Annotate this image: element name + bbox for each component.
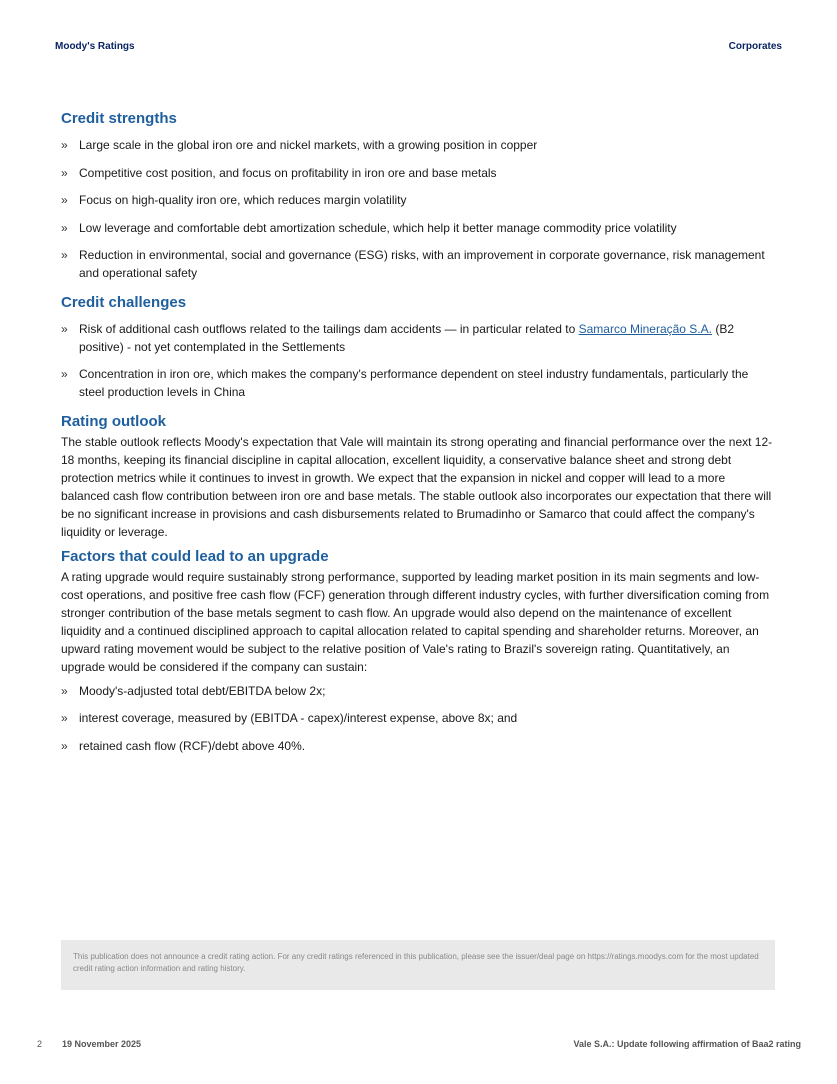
list-item-text: interest coverage, measured by (EBITDA - capex)/interest expense, above 8x; and [79, 711, 518, 725]
rating-outlook-section [61, 411, 773, 541]
disclaimer-box: This publication does not announce a credit rating action. For any credit ratings referenced in this publication, please see the issuer/deal page on https://ratings.moodys.com for the most updated credit rating action information and rating history. [61, 940, 775, 990]
list-item-text: retained cash flow (RCF)/debt above 40%. [79, 738, 306, 753]
list-item [61, 219, 773, 237]
list-item [61, 709, 773, 727]
list-item-text: Reduction in environmental, social and governance (ESG) risks, with an improvement in corporate governance, risk management and operational safety [79, 248, 765, 280]
list-item [61, 737, 773, 755]
list-item-text: Large scale in the global iron ore and nickel markets, with a growing position in copper [79, 138, 538, 152]
bullet-icon: » [61, 138, 68, 152]
rating-outlook-heading: Rating outlook [61, 412, 166, 430]
bullet-icon: » [61, 220, 68, 235]
upgrade-factors-section [61, 546, 773, 755]
rating-outlook-text: The stable outlook reflects Moody's expectation that Vale will maintain its strong operating and financial performance over the next 12-18 months, keeping its financial discipline in capital allocation, excellent liquidity, a conservative balance sheet and strong debt protection metrics while it continues to invest in growth. We expect that the expansion in nickel and copper will lead to a more balanced cash flow contribution between iron ore and base metals. The stable outlook also incorporates our expectation that there will be no significant increase in provisions and cash disbursements related to Brumadinho or Samarco that could affect the company's liquidity or leverage. [61, 434, 773, 539]
document-title: Vale S.A.: Update following affirmation of Baa2 rating [573, 1039, 801, 1049]
credit-strengths-heading: Credit strengths [61, 110, 177, 127]
list-item [61, 682, 773, 700]
main-content [61, 108, 773, 764]
page-number: 2 [37, 1039, 43, 1049]
upgrade-factors-heading: Factors that could lead to an upgrade [61, 547, 329, 565]
list-item [61, 246, 773, 282]
credit-strengths-list [61, 136, 773, 282]
bullet-icon: » [61, 165, 68, 180]
bullet-icon: » [61, 193, 68, 207]
list-item-text-pre: Risk of additional cash outflows related to the tailings dam accidents — in particular related to [79, 321, 579, 336]
upgrade-factors-list [61, 682, 773, 755]
list-item [61, 191, 773, 209]
list-item-text: Concentration in iron ore, which makes the company's performance dependent on steel industry fundamentals, particularly the steel production levels in China [79, 367, 749, 399]
list-item [61, 136, 773, 154]
list-item-text: Focus on high-quality iron ore, which reduces margin volatility [79, 193, 407, 207]
publication-date: 19 November 2025 [62, 1039, 142, 1049]
credit-strengths-section [61, 108, 773, 282]
list-item [61, 320, 773, 356]
samarco-link[interactable]: Samarco Mineração S.A. [578, 321, 712, 336]
bullet-icon: » [61, 683, 68, 698]
credit-challenges-section [61, 292, 773, 402]
bullet-icon: » [61, 248, 68, 262]
list-item-text-post: (B2 positive) - not yet contemplated in the Settlements [79, 321, 734, 354]
brand-header: Moody's Ratings [55, 41, 135, 52]
list-item-text: Competitive cost position, and focus on profitability in iron ore and base metals [79, 165, 497, 180]
credit-challenges-heading: Credit challenges [61, 293, 187, 311]
upgrade-factors-text: A rating upgrade would require sustainably strong performance, supported by leading market position in its main segments and low-cost operations, and positive free cash flow (FCF) generation through different industry cycles, with further diversification coming from stronger contribution of the base metals segment to cash flow. An upgrade would also depend on the maintenance of excellent liquidity and a continued disciplined approach to capital allocation related to capital spending and shareholder returns. Moreover, an upward rating movement would be subject to the relative position of Vale's rating to Brazil's sovereign rating. Quantitatively, an upgrade would be considered if the company can sustain: [61, 569, 770, 674]
bullet-icon: » [61, 738, 68, 753]
credit-challenges-list [61, 320, 773, 402]
bullet-icon: » [61, 321, 68, 336]
list-item [61, 365, 773, 401]
section-header: Corporates [728, 41, 782, 52]
list-item-text: Moody's-adjusted total debt/EBITDA below 2x; [79, 683, 326, 698]
list-item [61, 164, 773, 182]
list-item-text: Low leverage and comfortable debt amortization schedule, which help it better manage commodity price volatility [79, 220, 677, 235]
bullet-icon: » [61, 367, 68, 381]
bullet-icon: » [61, 711, 68, 725]
